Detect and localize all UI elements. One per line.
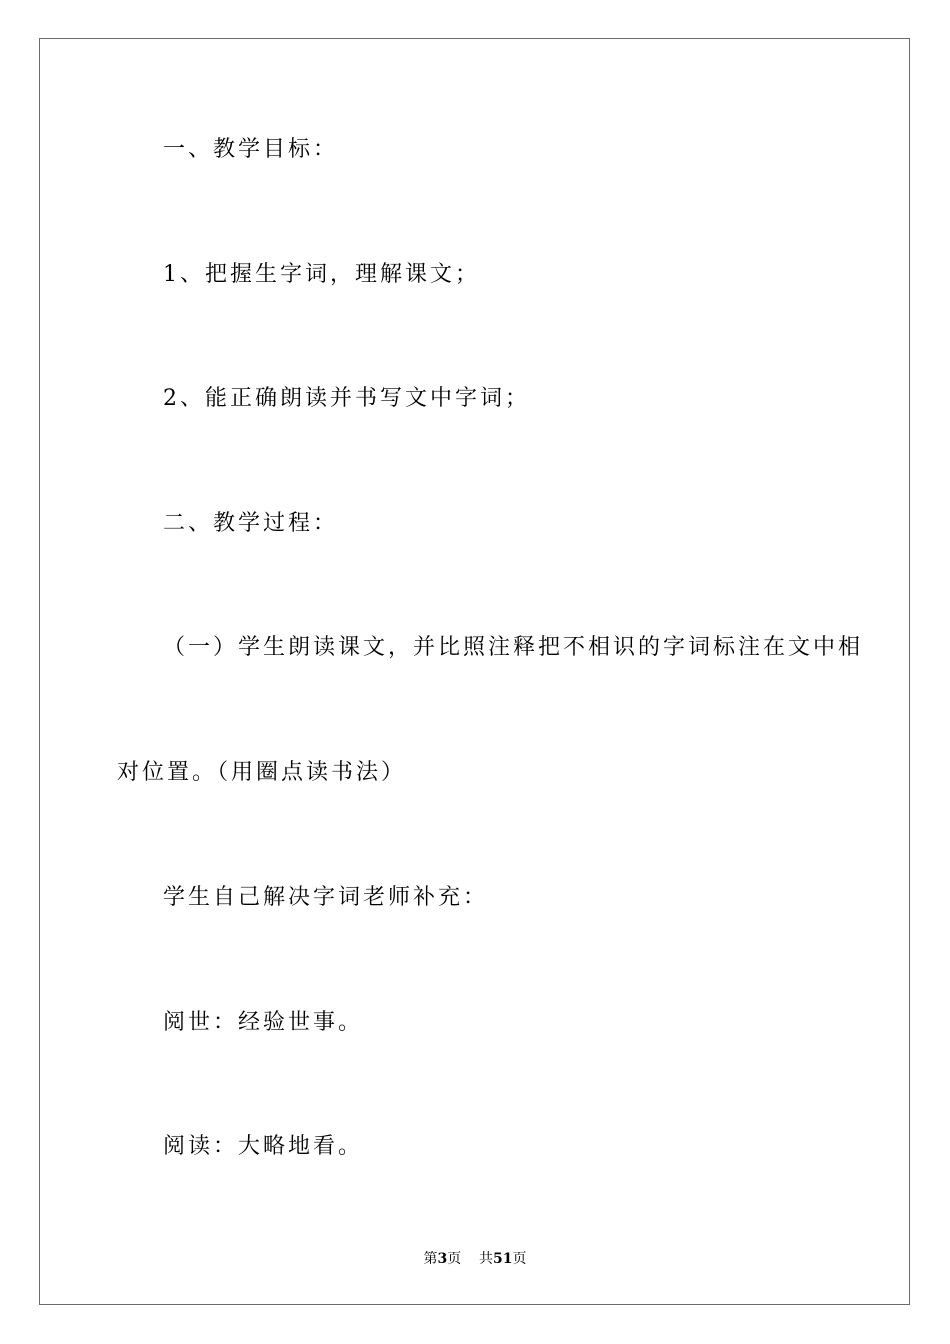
- objective-item-2: 2、能正确朗读并书写文中字词；: [163, 386, 530, 411]
- page-footer: [0, 1248, 950, 1268]
- footer-total-pages: 51: [493, 1251, 513, 1267]
- page-border: [39, 38, 910, 1305]
- section-heading-objectives: 一、教学目标：: [163, 137, 339, 162]
- vocabulary-item: 阅读：大略地看。: [163, 1134, 364, 1159]
- footer-total-suffix: 页: [512, 1251, 527, 1267]
- vocabulary-item: 阅世：经验世事。: [163, 1010, 364, 1035]
- process-step-1: （一）学生朗读课文，并比照注释把不相识的字词标注在文中相: [163, 635, 864, 660]
- footer-page-prefix: 第: [423, 1251, 438, 1267]
- footer-total-prefix: 共: [479, 1251, 494, 1267]
- section-heading-process: 二、教学过程：: [163, 511, 339, 536]
- vocabulary-intro: 学生自己解决字词老师补充：: [163, 885, 489, 910]
- objective-item-1: 1、把握生字词，理解课文；: [163, 262, 480, 287]
- footer-page-suffix: 页: [447, 1251, 462, 1267]
- process-step-1-continued: 对位置。（用圈点读书法）: [117, 760, 407, 785]
- footer-page-number: 3: [437, 1251, 448, 1267]
